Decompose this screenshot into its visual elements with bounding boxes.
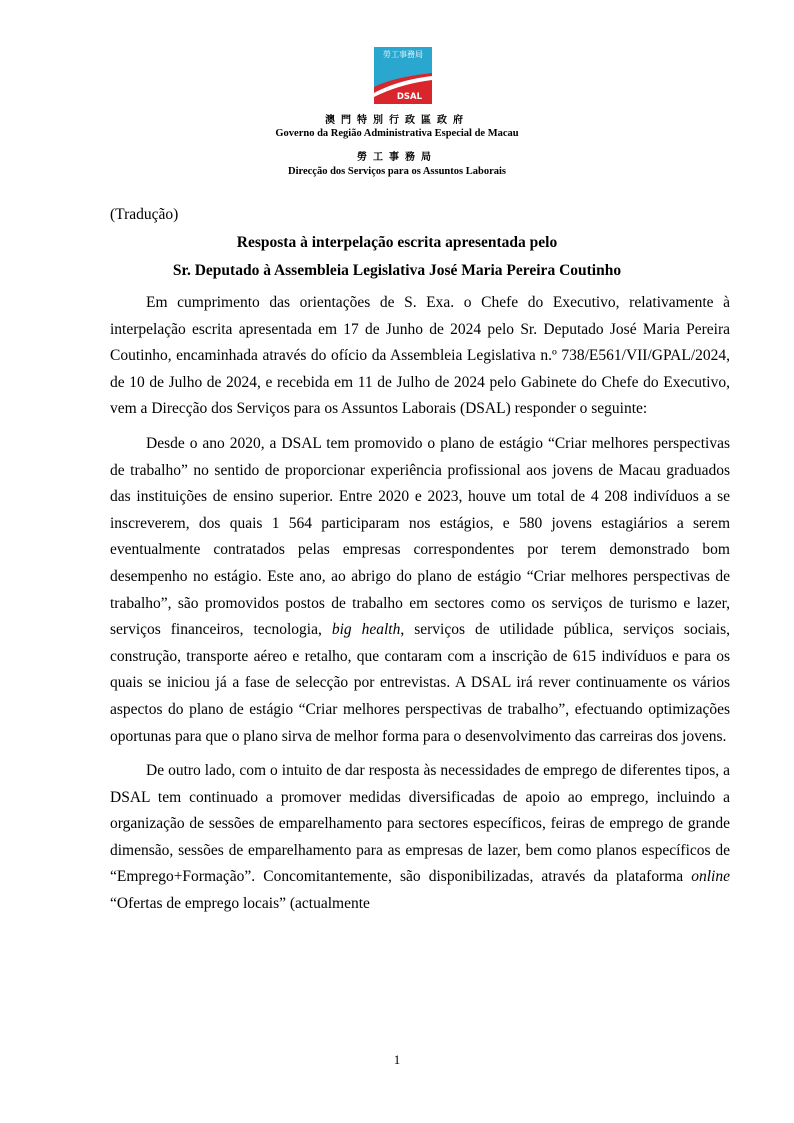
- paragraph-3: De outro lado, com o intuito de dar resposta às necessidades de emprego de diferentes tipos, a DSAL tem continuado a promover medidas diversificadas de apoio ao emprego, incluindo a organização de sessões de emparelhamento para sectores específicos, feiras de emprego de grande dimensão, sessões de emparelhamento para as empresas de lazer, bem como planos específicos de “Emprego+Formação”. Concomitantemente, são disponibilizadas, através da plataforma online “Ofertas de emprego locais” (actualmente: [110, 762, 730, 913]
- page-number: 1: [393, 1052, 401, 1067]
- document-title-line2: Sr. Deputado à Assembleia Legislativa José Maria Pereira Coutinho: [172, 262, 622, 279]
- dsal-logo: [374, 47, 432, 104]
- svg-text:勞工事務局: 勞工事務局: [383, 50, 423, 59]
- emphasis-big-health: big health: [331, 621, 401, 639]
- dept-name-zh: 勞工事務局: [357, 152, 437, 163]
- translation-note: (Tradução): [110, 206, 179, 223]
- paragraph-1: Em cumprimento das orientações de S. Exa. o Chefe do Executivo, relativamente à interpelação escrita apresentada em 17 de Junho de 2024 pelo Sr. Deputado José Maria Pereira Coutinho, encaminhada através do ofício da Assembleia Legislativa n.º 738/E561/VII/GPAL/2024, de 10 de Julho de 2024, e recebida em 11 de Julho de 2024 pelo Gabinete do Chefe do Executivo, vem a Direcção dos Serviços para os Assuntos Laborais (DSAL) responder o seguinte:: [110, 294, 730, 418]
- gov-name-pt: Governo da Região Administrativa Especial de Macau: [275, 128, 519, 139]
- gov-name-zh: 澳門特別行政區政府: [325, 115, 469, 126]
- svg-text:DSAL: DSAL: [396, 92, 422, 102]
- document-title-line1: Resposta à interpelação escrita apresentada pelo: [236, 234, 558, 251]
- dept-name-pt: Direcção dos Serviços para os Assuntos Laborais: [288, 166, 506, 177]
- document-body: [110, 290, 730, 926]
- paragraph-2: Desde o ano 2020, a DSAL tem promovido o plano de estágio “Criar melhores perspectivas de trabalho” no sentido de proporcionar experiência profissional aos jovens de Macau graduados das instituições de ensino superior. Entre 2020 e 2023, houve um total de 4 208 indivíduos a se inscreverem, dos quais 1 564 participaram nos estágios, e 580 jovens estagiários a serem eventualmente contratados pelas empresas correspondentes por terem demonstrado bom desempenho no estágio. Este ano, ao abrigo do plano de estágio “Criar melhores perspectivas de trabalho”, são promovidos postos de trabalho em sectores como os serviços de turismo e lazer, serviços financeiros, tecnologia, big health, serviços de utilidade pública, serviços sociais, construção, transporte aéreo e retalho, que contaram com a inscrição de 615 indivíduos e para os quais se iniciou já a fase de selecção por entrevistas. A DSAL irá rever continuamente os vários aspectos do plano de estágio “Criar melhores perspectivas de trabalho”, efectuando optimizações oportunas para que o plano sirva de melhor forma para o desenvolvimento das carreiras dos jovens.: [110, 434, 730, 745]
- emphasis-online: online: [691, 868, 730, 886]
